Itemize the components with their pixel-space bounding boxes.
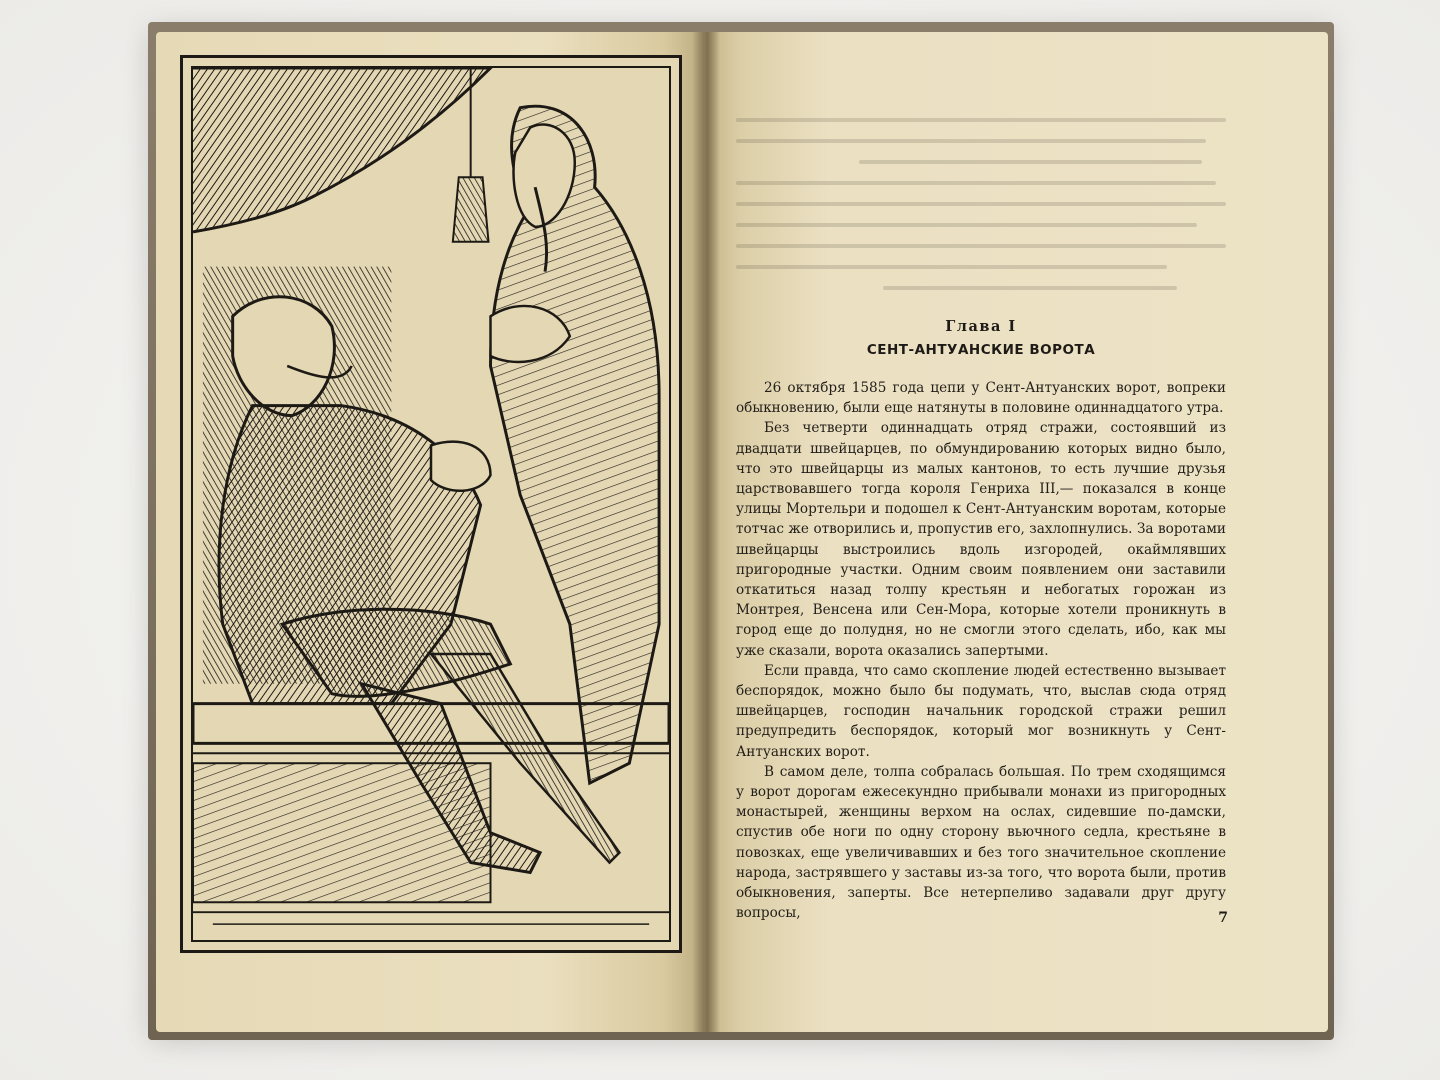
chapter-title: СЕНТ-АНТУАНСКИЕ ВОРОТА xyxy=(866,342,1096,358)
engraving-illustration xyxy=(191,66,671,942)
chapter-label: Глава I xyxy=(945,318,1017,335)
bleed-through-text xyxy=(736,118,1226,328)
page-number: 7 xyxy=(1218,910,1228,926)
paragraph: Если правда, что само скопление людей естественно вызывает беспорядок, можно было бы подумать, что, выслав сюда отряд швейцарцев, господин начальник городской стражи решил предупредить беспорядок, который мог возникнуть у Сент-Антуанских ворот. xyxy=(736,662,1226,760)
illustration-frame xyxy=(180,55,682,953)
paragraph: 26 октября 1585 года цепи у Сент-Антуанских ворот, вопреки обыкновению, были еще натянуты в половине одиннадцатого утра. xyxy=(736,380,1226,417)
chapter-body-text xyxy=(736,378,1226,923)
paragraph: Без четверти одиннадцать отряд стражи, состоявший из двадцати швейцарцев, по обмундированию которых видно было, что это швейцарцы из малых кантонов, то есть лучшие друзья царствовавшего тогда короля Генриха III,— показался в конце улицы Мортельри и подошел к Сент-Антуанским воротам, которые тотчас же отворились и, пропустив его, захлопнулись. За воротами швейцарцы выстроились вдоль изгородей, окаймлявших пригородные участки. Одним своим появлением они заставили откатиться назад толпу крестьян и небогатых горожан из Монтрея, Венсена или Сен-Мора, которые хотели проникнуть в город еще до полудня, но не смогли этого сделать, ибо, как мы уже сказали, ворота оказались запертыми. xyxy=(736,420,1226,659)
book-gutter xyxy=(692,32,720,1032)
engraving-drawing xyxy=(193,68,669,940)
paragraph: В самом деле, толпа собралась большая. По трем сходящимся у ворот дорогам ежесекундно прибывали монахи из пригородных монастырей, женщины верхом на ослах, сидевшие по-дамски, спустив обе ноги по одну сторону вьючного седла, крестьяне в повозках, еще увеличивавших и без того значительное скопление народа, застрявшего у заставы из-за того, что ворота были, против обыкновения, заперты. Все нетерпеливо задавали друг другу вопросы, xyxy=(736,763,1226,922)
